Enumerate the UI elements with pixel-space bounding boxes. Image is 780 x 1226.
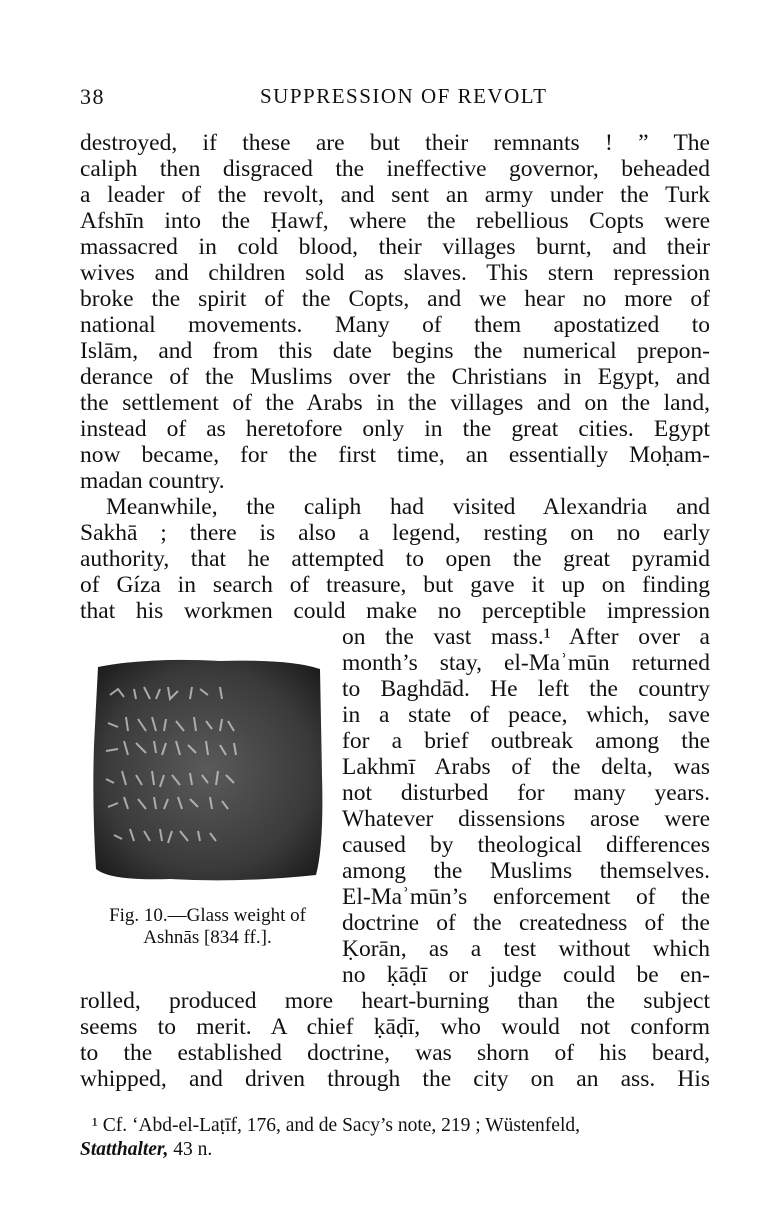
text-line: now became, for the first time, an essentially Moḥam- (80, 442, 710, 468)
footnote-italic-title: Statthalter, (80, 1139, 169, 1160)
text-line: El-Maʾmūn’s enforcement of the (342, 884, 710, 910)
text-line: Meanwhile, the caliph had visited Alexandria and (106, 494, 710, 520)
text-line: Ḳorān, as a test without which (342, 936, 710, 962)
text-line: derance of the Muslims over the Christians in Egypt, and (80, 364, 710, 390)
text-line: caused by theological differences (342, 832, 710, 858)
text-line: not disturbed for many years. (342, 780, 710, 806)
text-line: madan country. (80, 468, 225, 494)
text-line: no ḳāḍī or judge could be en- (342, 962, 710, 988)
text-line: to Baghdād. He left the country (342, 676, 710, 702)
text-line: Lakhmī Arabs of the delta, was (342, 754, 710, 780)
text-line: instead of as heretofore only in the great cities. Egypt (80, 416, 710, 442)
text-line: national movements. Many of them apostatized to (80, 312, 710, 338)
text-line: on the vast mass.¹ After over a (342, 624, 710, 650)
page-header (80, 84, 710, 114)
text-line: among the Muslims themselves. (342, 858, 710, 884)
text-line: whipped, and driven through the city on an ass. His (80, 1066, 710, 1092)
figure-caption (80, 905, 335, 949)
text-line: doctrine of the createdness of the (342, 910, 710, 936)
text-line: rolled, produced more heart-burning than the subject (80, 988, 710, 1014)
text-line: massacred in cold blood, their villages burnt, and their (80, 234, 710, 260)
text-line: a leader of the revolt, and sent an army under the Turk (80, 182, 710, 208)
running-head: SUPPRESSION OF REVOLT (260, 84, 548, 108)
text-line: of Gíza in search of treasure, but gave it up on finding (80, 572, 710, 598)
page-number: 38 (80, 84, 105, 109)
text-line: Sakhā ; there is also a legend, resting on no early (80, 520, 710, 546)
footnote-rest: 43 n. (168, 1139, 213, 1160)
glass-weight-image (90, 655, 325, 885)
text-line: destroyed, if these are but their remnants ! ” The (80, 130, 710, 156)
text-line: that his workmen could make no perceptible impression (80, 598, 710, 624)
text-line: to the established doctrine, was shorn of his beard, (80, 1040, 710, 1066)
glass-weight-photo (90, 655, 325, 885)
text-line: broke the spirit of the Copts, and we hear no more of (80, 286, 710, 312)
footnote-line (80, 1138, 710, 1162)
text-line: Whatever dissensions arose were (342, 806, 710, 832)
text-line: authority, that he attempted to open the great pyramid (80, 546, 710, 572)
text-line: month’s stay, el-Maʾmūn returned (342, 650, 710, 676)
caption-line: Fig. 10.—Glass weight of (109, 905, 306, 926)
text-line: seems to merit. A chief ḳāḍī, who would not conform (80, 1014, 710, 1040)
caption-line: Ashnās [834 ff.]. (143, 927, 272, 948)
footnote-line: ¹ Cf. ‘Abd-el-Laṭīf, 176, and de Sacy’s note, 219 ; Wüstenfeld, (92, 1115, 580, 1136)
text-line: the settlement of the Arabs in the villages and on the land, (80, 390, 710, 416)
text-line: wives and children sold as slaves. This stern repression (80, 260, 710, 286)
text-line: Afshīn into the Ḥawf, where the rebellious Copts were (80, 208, 710, 234)
text-line: for a brief outbreak among the (342, 728, 710, 754)
text-line: caliph then disgraced the ineffective governor, beheaded (80, 156, 710, 182)
text-line: in a state of peace, which, save (342, 702, 710, 728)
text-line: Islām, and from this date begins the numerical prepon- (80, 338, 710, 364)
